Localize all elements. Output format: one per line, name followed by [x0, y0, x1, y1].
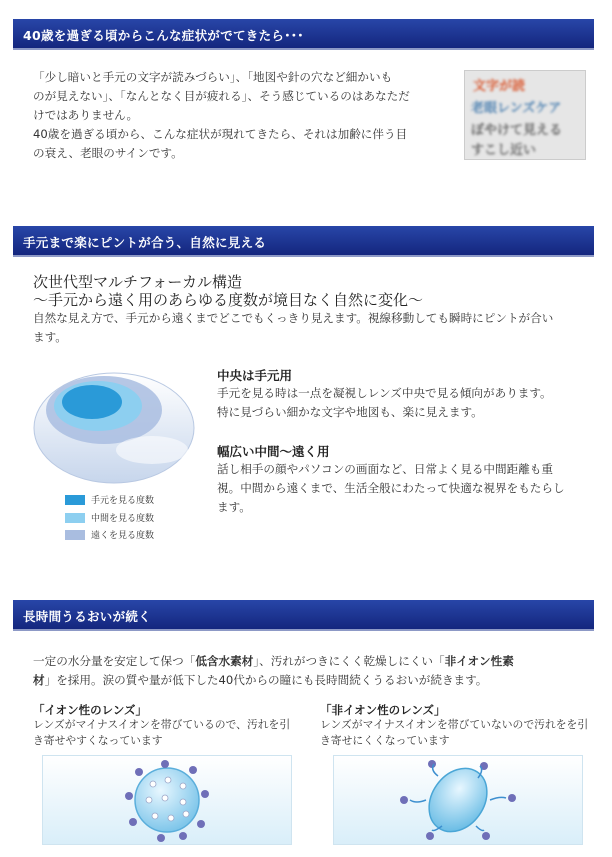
moisture-line: 材」を採用。涙の質や量が低下した40代からの瞳にも長時間続くうるおいが続きます。	[33, 673, 488, 687]
center-line: 特に見づらい細かな文字や地図も、楽に見えます。	[217, 405, 483, 419]
intro-line: 40歳を過ぎる頃から、こんな症状が現れてきたら、それは加齢に伴う目	[33, 127, 408, 141]
section-header-moisture	[13, 600, 594, 631]
blurred-text-sample-image	[464, 70, 586, 160]
section-title: 長時間うるおいが続く	[23, 609, 152, 624]
section-header-multifocal	[13, 226, 594, 257]
section-title: 手元まで楽にピントが合う、自然に見える	[23, 235, 267, 250]
center-zone-title: 中央は手元用	[217, 368, 293, 383]
legend-label: 遠くを見る度数	[91, 531, 155, 541]
nonionic-lens-text: レンズがマイナスイオンを帯びていないので汚れをを引 き寄せにくくなっています	[320, 718, 589, 747]
ionic-lens-text: レンズがマイナスイオンを帯びているので、汚れを引 き寄せやすくなっています	[33, 718, 291, 747]
blurred-text: すこし近い	[471, 143, 537, 158]
intro-line: 「少し暗いと手元の文字が読みづらい」、「地図や針の穴など細かいも	[33, 70, 393, 84]
wide-zone-text	[217, 460, 602, 517]
wide-zone-title: 幅広い中間～遠く用	[217, 444, 330, 459]
intro-line: けではありません。	[33, 108, 139, 122]
moisture-text	[33, 652, 603, 690]
lens-near-zone	[62, 385, 122, 419]
intro-line: のが見えない」、「なんとなく目が疲れる」、そう感じているのはあなただ	[33, 89, 410, 103]
nonionic-lens-icon	[417, 757, 499, 843]
nonionic-lens-title: 「非イオン性のレンズ」	[320, 703, 446, 717]
multifocal-lens-diagram	[32, 362, 200, 490]
intro-text	[33, 68, 453, 163]
ionic-lens-illustration	[42, 755, 292, 845]
blurred-text: ぼやけて見える	[471, 123, 563, 138]
nonionic-lens-illustration	[333, 755, 583, 845]
lens-highlight	[116, 436, 188, 464]
blurred-text: 文字が読	[473, 79, 526, 94]
center-zone-text	[217, 384, 602, 422]
legend-swatch	[65, 495, 85, 505]
headline-subtitle: ～手元から遠く用のあらゆる度数が境目なく自然に変化～	[33, 291, 424, 309]
legend-swatch	[65, 513, 85, 523]
center-line: 手元を見る時は一点を凝視しレンズ中央で見る傾向があります。	[217, 386, 552, 400]
section-header-symptoms	[13, 19, 594, 50]
emphasis-nonionic: 非イオン性素	[444, 654, 514, 668]
desc-line: 自然な見え方で、手元から遠くまでどこでもくっきり見えます。視線移動しても瞬時にピントが合い	[33, 311, 554, 325]
headline-structure: 次世代型マルチフォーカル構造	[33, 273, 242, 291]
wide-line: 話し相手の顔やパソコンの画面など、日常よく見る中間距離も重	[217, 462, 553, 476]
wide-line: ます。	[217, 500, 251, 514]
blurred-text: 老眼レンズケア	[471, 101, 562, 116]
structure-description	[33, 309, 598, 347]
legend-swatch	[65, 530, 85, 540]
legend-label: 中間を見る度数	[91, 514, 155, 524]
emphasis-low-water: 低含水素材	[195, 654, 254, 668]
ionic-lens-title: 「イオン性のレンズ」	[33, 703, 148, 717]
intro-line: の衰え、老眼のサインです。	[33, 146, 183, 160]
section-title: 40歳を過ぎる頃からこんな症状がでてきたら･･･	[23, 28, 304, 43]
desc-line: ます。	[33, 330, 67, 344]
wide-line: 視。中間から遠くまで、生活全般にわたって快適な視界をもたらし	[217, 481, 565, 495]
legend-label: 手元を見る度数	[91, 496, 155, 506]
moisture-line: 一定の水分量を安定して保つ「低含水素材」、汚れがつきにくく乾燥しにくい「非イオン性素	[33, 654, 514, 668]
